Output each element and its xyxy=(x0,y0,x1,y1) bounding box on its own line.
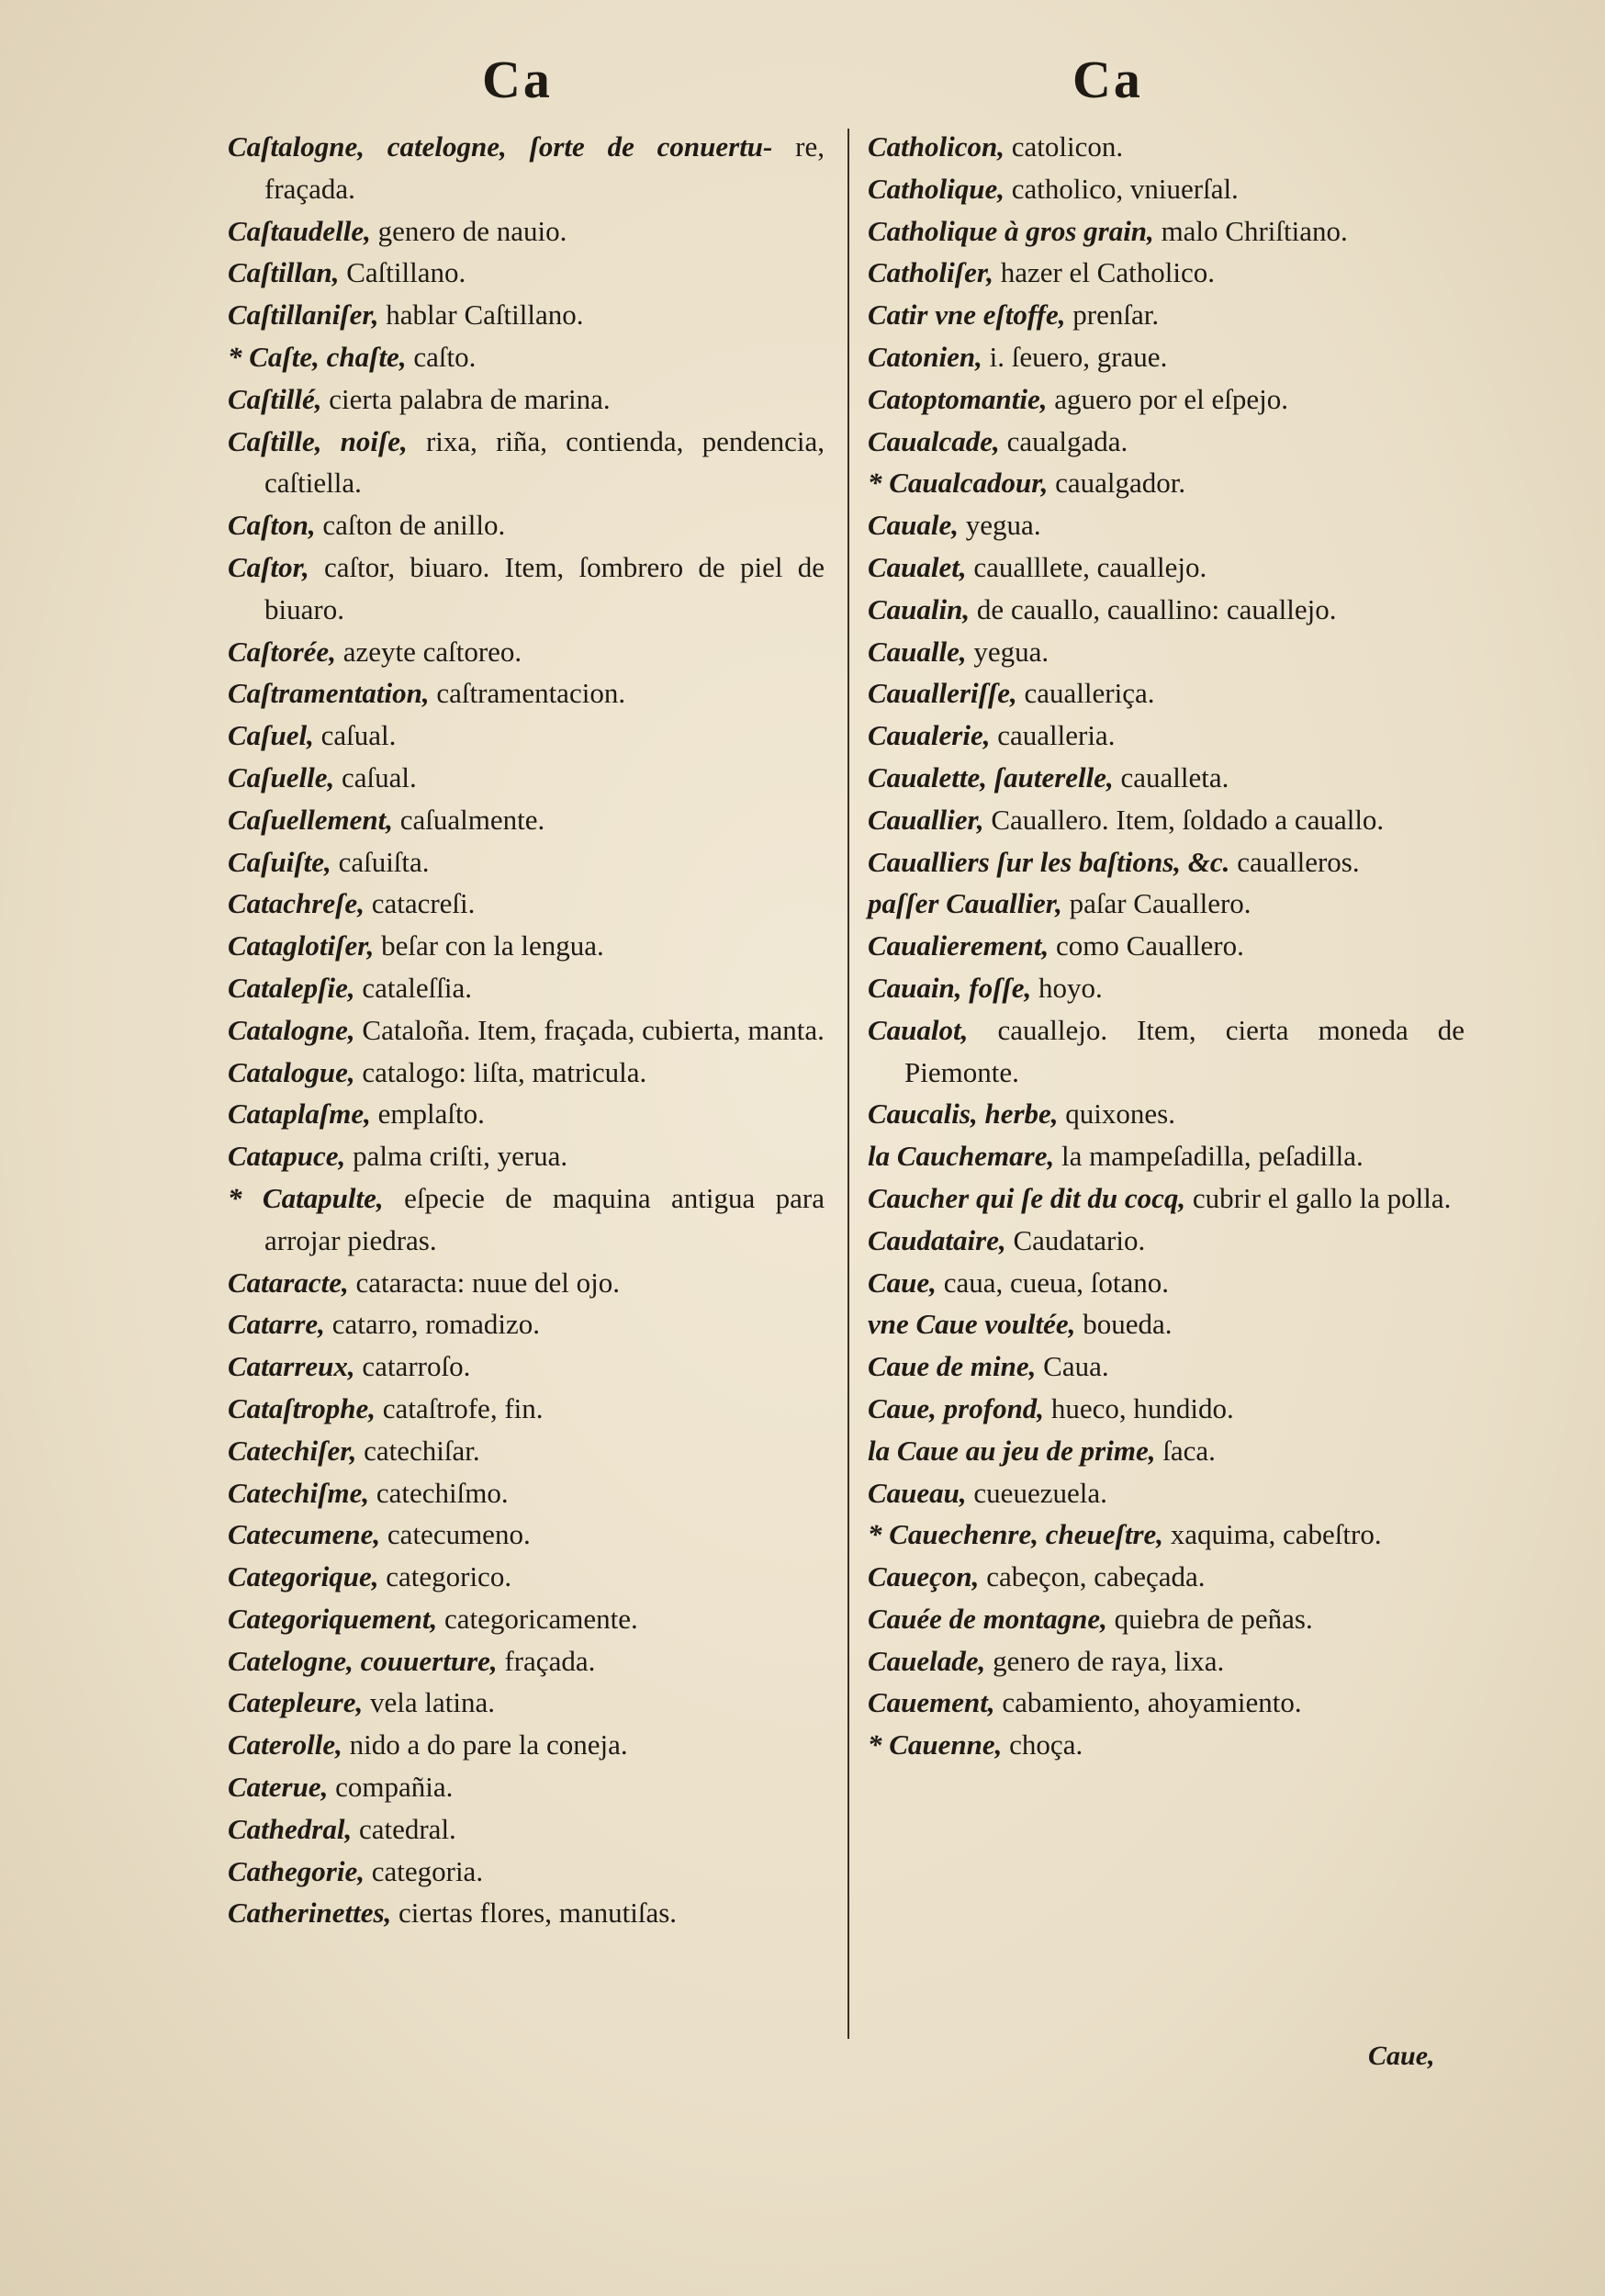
entry-headword: Catalepſie, xyxy=(228,971,355,1004)
entry-definition: caualllete, cauallejo. xyxy=(966,550,1207,583)
entry-definition: quiebra de peñas. xyxy=(1106,1602,1313,1635)
entry-headword: Cauelade, xyxy=(868,1644,986,1677)
dictionary-entry xyxy=(228,1682,825,1724)
entry-definition: quixones. xyxy=(1058,1097,1175,1131)
entry-definition: hoyo. xyxy=(1031,971,1103,1004)
dictionary-entry xyxy=(228,1724,825,1766)
entry-definition: catecumeno. xyxy=(380,1518,531,1551)
entry-headword: Caualierement, xyxy=(868,929,1049,962)
entry-headword: * Caſte, chaſte, xyxy=(228,340,407,373)
entry-headword: Catechiſme, xyxy=(228,1476,370,1509)
entry-headword: Caue, xyxy=(868,1266,937,1299)
entry-definition: fraçada. xyxy=(497,1644,596,1677)
dictionary-entry xyxy=(228,1262,825,1304)
entry-headword: Catonien, xyxy=(868,340,982,373)
dictionary-entry xyxy=(228,799,825,841)
entry-definition: caualgador. xyxy=(1048,467,1186,500)
dictionary-entry xyxy=(868,1303,1465,1345)
entry-headword: Catarreux, xyxy=(228,1350,355,1383)
dictionary-entry xyxy=(228,1303,825,1345)
entry-definition: paſar Cauallero. xyxy=(1061,887,1251,920)
entry-headword: * Cauechenre, cheueſtre, xyxy=(868,1518,1164,1551)
entry-headword: vne Caue voultée, xyxy=(868,1308,1076,1341)
entry-headword: * Caualcadour, xyxy=(868,467,1049,500)
entry-headword: la Cauchemare, xyxy=(868,1140,1055,1173)
entry-definition: compañia. xyxy=(328,1771,454,1804)
dictionary-entry xyxy=(228,1514,825,1556)
entry-definition: nido a do pare la coneja. xyxy=(342,1728,628,1761)
entry-headword: Caſuelle, xyxy=(228,760,335,793)
dictionary-entry xyxy=(228,1892,825,1934)
left-column-header: Ca xyxy=(482,50,553,109)
entry-headword: Caueau, xyxy=(868,1476,967,1509)
entry-definition: i. ſeuero, graue. xyxy=(982,340,1168,373)
entry-headword: Catecumene, xyxy=(228,1518,381,1551)
entry-headword: Caſtille, noiſe, xyxy=(228,424,408,457)
entry-headword: Cathegorie, xyxy=(228,1854,365,1887)
entry-headword: Catholicon, xyxy=(868,130,1005,163)
entry-headword: Caualcade, xyxy=(868,424,1000,457)
entry-definition: catarroſo. xyxy=(354,1350,471,1383)
dictionary-entry xyxy=(228,1640,825,1683)
entry-headword: Caſtaudelle, xyxy=(228,214,371,247)
entry-headword: Categoriquement, xyxy=(228,1602,438,1635)
dictionary-entry xyxy=(868,757,1465,799)
entry-definition: caſuiſta. xyxy=(331,845,430,878)
entry-headword: Caſtorée, xyxy=(228,635,336,668)
dictionary-entry xyxy=(228,378,825,421)
entry-headword: Caſtalogne, catelogne, ſorte de conuertu- xyxy=(228,130,773,163)
entry-definition: caualleriça. xyxy=(1016,677,1155,710)
entry-definition: cataracta: nuue del ojo. xyxy=(348,1266,620,1299)
entry-definition: Cauallero. Item, ſoldado a cauallo. xyxy=(983,803,1385,836)
dictionary-entry xyxy=(228,631,825,673)
entry-definition: cauallejo. Item, cierta moneda de Piemonte. xyxy=(904,1013,1465,1088)
dictionary-entry xyxy=(868,1093,1465,1135)
entry-definition: cabeçon, cabeçada. xyxy=(979,1560,1206,1593)
entry-definition: caſual. xyxy=(334,760,417,793)
entry-headword: Catechiſer, xyxy=(228,1434,357,1467)
entry-headword: Caue, profond, xyxy=(868,1391,1045,1424)
entry-headword: Caterolle, xyxy=(228,1728,342,1761)
dictionary-entry xyxy=(228,715,825,757)
dictionary-entry xyxy=(868,715,1465,757)
entry-definition: choça. xyxy=(1002,1728,1083,1761)
dictionary-entry xyxy=(868,925,1465,967)
right-column-header: Ca xyxy=(1072,50,1143,109)
column-divider xyxy=(847,129,849,2039)
entry-headword: Caualerie, xyxy=(868,719,991,752)
dictionary-entry xyxy=(868,168,1465,210)
dictionary-entry xyxy=(868,631,1465,673)
entry-definition: genero de nauio. xyxy=(370,214,567,247)
dictionary-entry xyxy=(868,1430,1465,1472)
dictionary-entry xyxy=(868,1177,1465,1220)
entry-definition: yegua. xyxy=(966,635,1049,668)
dictionary-entry xyxy=(228,421,825,505)
entry-headword: Catir vne eſtoffe, xyxy=(868,298,1066,332)
entry-headword: Catherinettes, xyxy=(228,1896,392,1930)
dictionary-entry xyxy=(868,1682,1465,1724)
entry-headword: Catholique, xyxy=(868,172,1005,205)
dictionary-entry xyxy=(868,1472,1465,1514)
entry-definition: caualleria. xyxy=(990,719,1116,752)
entry-definition: catalogo: liſta, matricula. xyxy=(354,1055,647,1088)
entry-definition: categoria. xyxy=(364,1854,484,1887)
dictionary-entry xyxy=(228,1388,825,1430)
dictionary-entry xyxy=(868,1262,1465,1304)
dictionary-entry xyxy=(868,546,1465,589)
entry-headword: Categorique, xyxy=(228,1560,379,1593)
entry-definition: caſto. xyxy=(406,340,477,373)
dictionary-entry xyxy=(868,672,1465,715)
entry-definition: caſton de anillo. xyxy=(315,509,506,542)
entry-definition: vela latina. xyxy=(363,1686,495,1719)
entry-definition: beſar con la lengua. xyxy=(374,929,604,962)
entry-definition: caualleta. xyxy=(1113,760,1229,793)
entry-definition: Cataloña. Item, fraçada, cubierta, manta. xyxy=(354,1013,825,1046)
dictionary-entry xyxy=(228,841,825,884)
entry-definition: hazer el Catholico. xyxy=(993,256,1215,289)
entry-headword: Caualin, xyxy=(868,592,971,625)
dictionary-entry xyxy=(228,1556,825,1598)
entry-headword: Cataracte, xyxy=(228,1266,349,1299)
entry-headword: Caſuel, xyxy=(228,719,314,752)
entry-definition: caſtramentacion. xyxy=(429,677,626,710)
entry-headword: Cataſtrophe, xyxy=(228,1391,376,1424)
dictionary-entry xyxy=(228,1009,825,1052)
dictionary-entry xyxy=(868,1345,1465,1388)
dictionary-entry xyxy=(868,462,1465,504)
entry-headword: Catalogue, xyxy=(228,1055,355,1088)
entry-definition: como Cauallero. xyxy=(1049,929,1244,962)
dictionary-entry xyxy=(868,504,1465,546)
entry-headword: Caſtramentation, xyxy=(228,677,430,710)
entry-headword: Caualet, xyxy=(868,550,967,583)
entry-headword: Cauallier, xyxy=(868,803,984,836)
entry-headword: Caucher qui ſe dit du cocq, xyxy=(868,1181,1186,1214)
dictionary-entry xyxy=(868,1556,1465,1598)
dictionary-entry xyxy=(228,504,825,546)
catchword: Caue, xyxy=(1368,2041,1435,2071)
entry-definition: categorico. xyxy=(378,1560,512,1593)
dictionary-entry xyxy=(868,126,1465,168)
dictionary-entry xyxy=(228,1135,825,1177)
entry-headword: Caualliers ſur les baſtions, &c. xyxy=(868,845,1230,878)
entry-headword: Cataglotiſer, xyxy=(228,929,375,962)
entry-definition: caua, cueua, ſotano. xyxy=(936,1266,1169,1299)
entry-headword: Caſuellement, xyxy=(228,803,393,836)
entry-definition: ſaca. xyxy=(1155,1434,1216,1467)
dictionary-entry xyxy=(228,1808,825,1851)
entry-headword: Caualleriſſe, xyxy=(868,677,1017,710)
entry-definition: catholico, vniuerſal. xyxy=(1005,172,1239,205)
dictionary-entry xyxy=(868,967,1465,1009)
entry-definition: catarro, romadizo. xyxy=(324,1308,541,1341)
entry-headword: Caterue, xyxy=(228,1771,329,1804)
entry-definition: catedral. xyxy=(352,1812,456,1845)
dictionary-entry xyxy=(868,883,1465,925)
entry-definition: xaquima, cabeſtro. xyxy=(1163,1518,1382,1551)
dictionary-entry xyxy=(868,1388,1465,1430)
entry-headword: Catelogne, couuerture, xyxy=(228,1644,498,1677)
entry-headword: Catachreſe, xyxy=(228,887,365,920)
dictionary-entry xyxy=(868,1724,1465,1766)
entry-definition: palma criſti, yerua. xyxy=(345,1140,568,1173)
entry-headword: Caſuiſte, xyxy=(228,845,331,878)
dictionary-entry xyxy=(868,799,1465,841)
entry-definition: caſualmente. xyxy=(392,803,545,836)
entry-definition: cubrir el gallo la polla. xyxy=(1185,1181,1452,1214)
entry-definition: yegua. xyxy=(959,509,1041,542)
entry-headword: Caſtillaniſer, xyxy=(228,298,379,332)
entry-headword: Caudataire, xyxy=(868,1223,1006,1256)
entry-headword: Caue de mine, xyxy=(868,1350,1037,1383)
entry-headword: Cauée de montagne, xyxy=(868,1602,1107,1635)
entry-headword: Catholiſer, xyxy=(868,256,993,289)
entry-headword: Cauement, xyxy=(868,1686,995,1719)
entry-headword: Cathedral, xyxy=(228,1812,353,1845)
entry-headword: Cataplaſme, xyxy=(228,1097,371,1131)
entry-definition: categoricamente. xyxy=(437,1602,638,1635)
entry-definition: malo Chriſtiano. xyxy=(1153,214,1348,247)
dictionary-entry xyxy=(868,294,1465,336)
entry-definition: aguero por el eſpejo. xyxy=(1047,382,1289,415)
entry-headword: Catepleure, xyxy=(228,1686,364,1719)
entry-definition: genero de raya, lixa. xyxy=(985,1644,1225,1677)
entry-headword: Caualot, xyxy=(868,1013,969,1046)
entry-definition: la mampeſadilla, peſadilla. xyxy=(1054,1140,1364,1173)
entry-definition: caualgada. xyxy=(999,424,1128,457)
dictionary-entry xyxy=(228,1851,825,1893)
entry-headword: Cauale, xyxy=(868,509,960,542)
dictionary-entry xyxy=(228,925,825,967)
entry-definition: emplaſto. xyxy=(370,1097,485,1131)
entry-definition: caſual. xyxy=(313,719,397,752)
dictionary-entry xyxy=(868,1135,1465,1177)
dictionary-entry xyxy=(228,672,825,715)
dictionary-entry xyxy=(228,1430,825,1472)
entry-definition: eſpecie de maquina antigua para arrojar piedras. xyxy=(264,1181,825,1256)
entry-headword: Caualle, xyxy=(868,635,967,668)
dictionary-entry xyxy=(868,1514,1465,1556)
entry-headword: la Caue au jeu de prime, xyxy=(868,1434,1156,1467)
entry-headword: paſſer Cauallier, xyxy=(868,887,1062,920)
left-column xyxy=(228,126,825,1934)
dictionary-entry xyxy=(868,1598,1465,1640)
dictionary-entry xyxy=(228,1472,825,1514)
entry-headword: * Catapulte, xyxy=(228,1181,384,1214)
dictionary-entry xyxy=(228,1093,825,1135)
entry-headword: Caſtillé, xyxy=(228,382,322,415)
entry-definition: azeyte caſtoreo. xyxy=(335,635,522,668)
entry-definition: Caſtillano. xyxy=(339,256,466,289)
dictionary-entry xyxy=(228,252,825,294)
entry-definition: Caua. xyxy=(1036,1350,1109,1383)
dictionary-entry xyxy=(868,1220,1465,1262)
dictionary-entry xyxy=(228,1052,825,1094)
dictionary-entry xyxy=(868,378,1465,421)
dictionary-entry xyxy=(228,1598,825,1640)
dictionary-entry xyxy=(868,210,1465,253)
entry-headword: Catarre, xyxy=(228,1308,325,1341)
dictionary-entry xyxy=(868,841,1465,884)
dictionary-entry xyxy=(868,1009,1465,1094)
entry-definition: caualleros. xyxy=(1229,845,1360,878)
entry-headword: Caſton, xyxy=(228,509,316,542)
dictionary-entry xyxy=(228,126,825,210)
entry-definition: catechiſar. xyxy=(356,1434,480,1467)
entry-definition: cueuezuela. xyxy=(966,1476,1107,1509)
dictionary-entry xyxy=(228,294,825,336)
entry-definition: catolicon. xyxy=(1005,130,1124,163)
dictionary-entry xyxy=(228,1345,825,1388)
entry-headword: Caualette, ſauterelle, xyxy=(868,760,1114,793)
entry-definition: re, fraçada. xyxy=(264,130,825,205)
entry-definition: cabamiento, ahoyamiento. xyxy=(994,1686,1302,1719)
entry-definition: cataſtrofe, fin. xyxy=(376,1391,544,1424)
dictionary-entry xyxy=(228,546,825,631)
entry-definition: cierta palabra de marina. xyxy=(321,382,611,415)
entry-headword: Catapuce, xyxy=(228,1140,346,1173)
entry-definition: ciertas flores, manutiſas. xyxy=(391,1896,678,1930)
entry-headword: * Cauenne, xyxy=(868,1728,1003,1761)
dictionary-entry xyxy=(228,1766,825,1808)
right-column xyxy=(868,126,1465,1766)
dictionary-entry xyxy=(868,421,1465,463)
entry-headword: Caſtillan, xyxy=(228,256,340,289)
dictionary-entry xyxy=(228,757,825,799)
entry-definition: hablar Caſtillano. xyxy=(378,298,584,332)
entry-definition: prenſar. xyxy=(1065,298,1160,332)
entry-definition: cataleſſia. xyxy=(354,971,472,1004)
dictionary-entry xyxy=(868,252,1465,294)
entry-headword: Catholique à gros grain, xyxy=(868,214,1154,247)
entry-definition: rixa, riña, contienda, pendencia, caſtiella. xyxy=(264,424,825,500)
entry-definition: catacreſi. xyxy=(364,887,476,920)
entry-headword: Caueçon, xyxy=(868,1560,980,1593)
entry-definition: de cauallo, cauallino: cauallejo. xyxy=(970,592,1337,625)
entry-definition: Caudatario. xyxy=(1005,1223,1146,1256)
dictionary-entry xyxy=(228,336,825,378)
entry-headword: Caucalis, herbe, xyxy=(868,1097,1059,1131)
dictionary-entry xyxy=(228,210,825,253)
entry-headword: Catalogne, xyxy=(228,1013,355,1046)
entry-headword: Catoptomantie, xyxy=(868,382,1048,415)
dictionary-entry xyxy=(228,967,825,1009)
entry-headword: Caſtor, xyxy=(228,550,309,583)
dictionary-entry xyxy=(868,1640,1465,1683)
dictionary-entry xyxy=(868,336,1465,378)
dictionary-entry xyxy=(228,883,825,925)
dictionary-entry xyxy=(868,589,1465,631)
entry-definition: catechiſmo. xyxy=(369,1476,509,1509)
dictionary-entry xyxy=(228,1177,825,1262)
entry-headword: Cauain, foſſe, xyxy=(868,971,1032,1004)
entry-definition: boueda. xyxy=(1075,1308,1173,1341)
entry-definition: hueco, hundido. xyxy=(1044,1391,1234,1424)
entry-definition: caſtor, biuaro. Item, ſombrero de piel de biuaro. xyxy=(264,550,825,625)
